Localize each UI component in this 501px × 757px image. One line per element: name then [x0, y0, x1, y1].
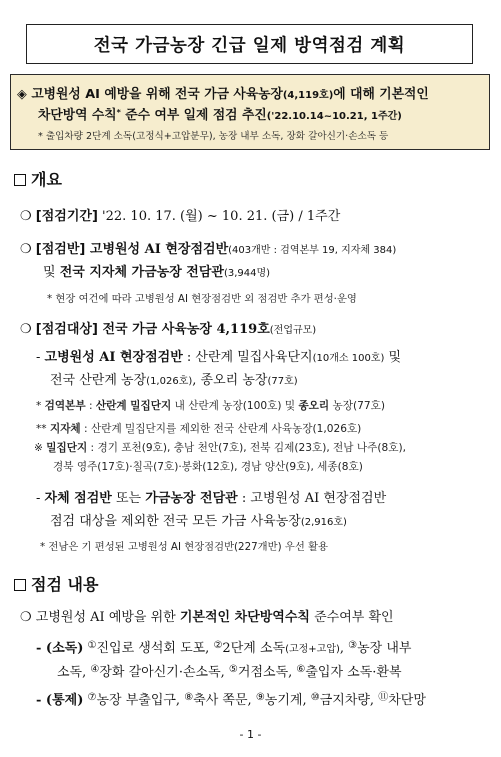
disinfect-row-2: 소독, ④장화 갈아신기·손소독, ⑤거점소독, ⑥출입자 소독·환복: [57, 664, 402, 680]
control-row: - (통제) ⑦농장 부출입구, ⑧축사 쪽문, ⑨농기계, ⑩금지차량, ⑪차단망: [36, 692, 426, 708]
square-bullet-icon: [14, 579, 26, 591]
section-overview: 개요: [14, 167, 62, 190]
document-title: 전국 가금농장 긴급 일제 방역점검 계획: [93, 35, 406, 56]
team-row-1: ❍ [점검반] 고병원성 AI 현장점검반(403개반 : 검역본부 19, 지자체 384): [20, 242, 397, 257]
page-number: - 1 -: [239, 728, 262, 741]
target-note-1: * 검역본부 : 산란계 밀집단지 내 산란계 농장(100호) 및 종오리 농장(77호): [36, 400, 385, 412]
disinfect-row-1: - (소독) ①진입로 생석회 도포, ②2단계 소독(고정+고압), ③농장 내부: [36, 640, 412, 656]
target-note-4: * 전남은 기 편성된 고병원성 AI 현장점검반(227개반) 우선 활용: [40, 541, 328, 553]
target-dash-2: - 자체 점검반 또는 가금농장 전담관 : 고병원성 AI 현장점검반: [36, 491, 387, 506]
section-contents: 점검 내용: [14, 572, 98, 595]
target-note-3: ※ 밀집단지 : 경기 포천(9호), 충남 천안(7호), 전북 김제(23호), 전남 나주(8호),: [34, 442, 406, 454]
summary-box: [10, 74, 490, 150]
square-bullet-icon: [14, 174, 26, 186]
team-row-2: 및 전국 지자체 가금농장 전담관(3,944명): [43, 265, 271, 280]
target-note-2: ** 지자체 : 산란계 밀집단지를 제외한 전국 산란계 사육농장(1,026호): [36, 423, 362, 435]
summary-line-1: ◈ 고병원성 AI 예방을 위해 전국 가금 사육농장(4,119호)에 대해 기본적인: [17, 87, 429, 102]
period-row: ❍ [점검기간] '22. 10. 17. (월) ~ 10. 21. (금) / 1주간: [20, 209, 341, 224]
summary-line-2: 차단방역 수칙* 준수 여부 일제 점검 추진('22.10.14~10.21, 1주간): [38, 108, 402, 123]
target-dash-1: - 고병원성 AI 현장점검반 : 산란계 밀집사육단지(10개소 100호) 및: [36, 350, 402, 365]
target-dash-2-line-2: 점검 대상을 제외한 전국 모든 가금 사육농장(2,916호): [50, 514, 347, 529]
team-note: * 현장 여건에 따라 고병원성 AI 현장점검반 외 점검반 추가 편성·운영: [47, 293, 357, 305]
title-box: [26, 24, 473, 64]
target-note-3-line-2: 경북 영주(17호)·칠곡(7호)·봉화(12호), 경남 양산(9호), 세종(8호): [53, 461, 363, 473]
target-dash-1-line-2: 전국 산란계 농장(1,026호), 종오리 농장(77호): [50, 373, 298, 388]
target-row: ❍ [점검대상] 전국 가금 사육농장 4,119호(전업규모): [20, 322, 317, 337]
summary-note: * 출입차량 2단계 소독(고정식+고압분무), 농장 내부 소독, 장화 갈아신기·손소독 등: [38, 131, 389, 142]
contents-main: ❍ 고병원성 AI 예방을 위한 기본적인 차단방역수칙 준수여부 확인: [20, 610, 394, 625]
